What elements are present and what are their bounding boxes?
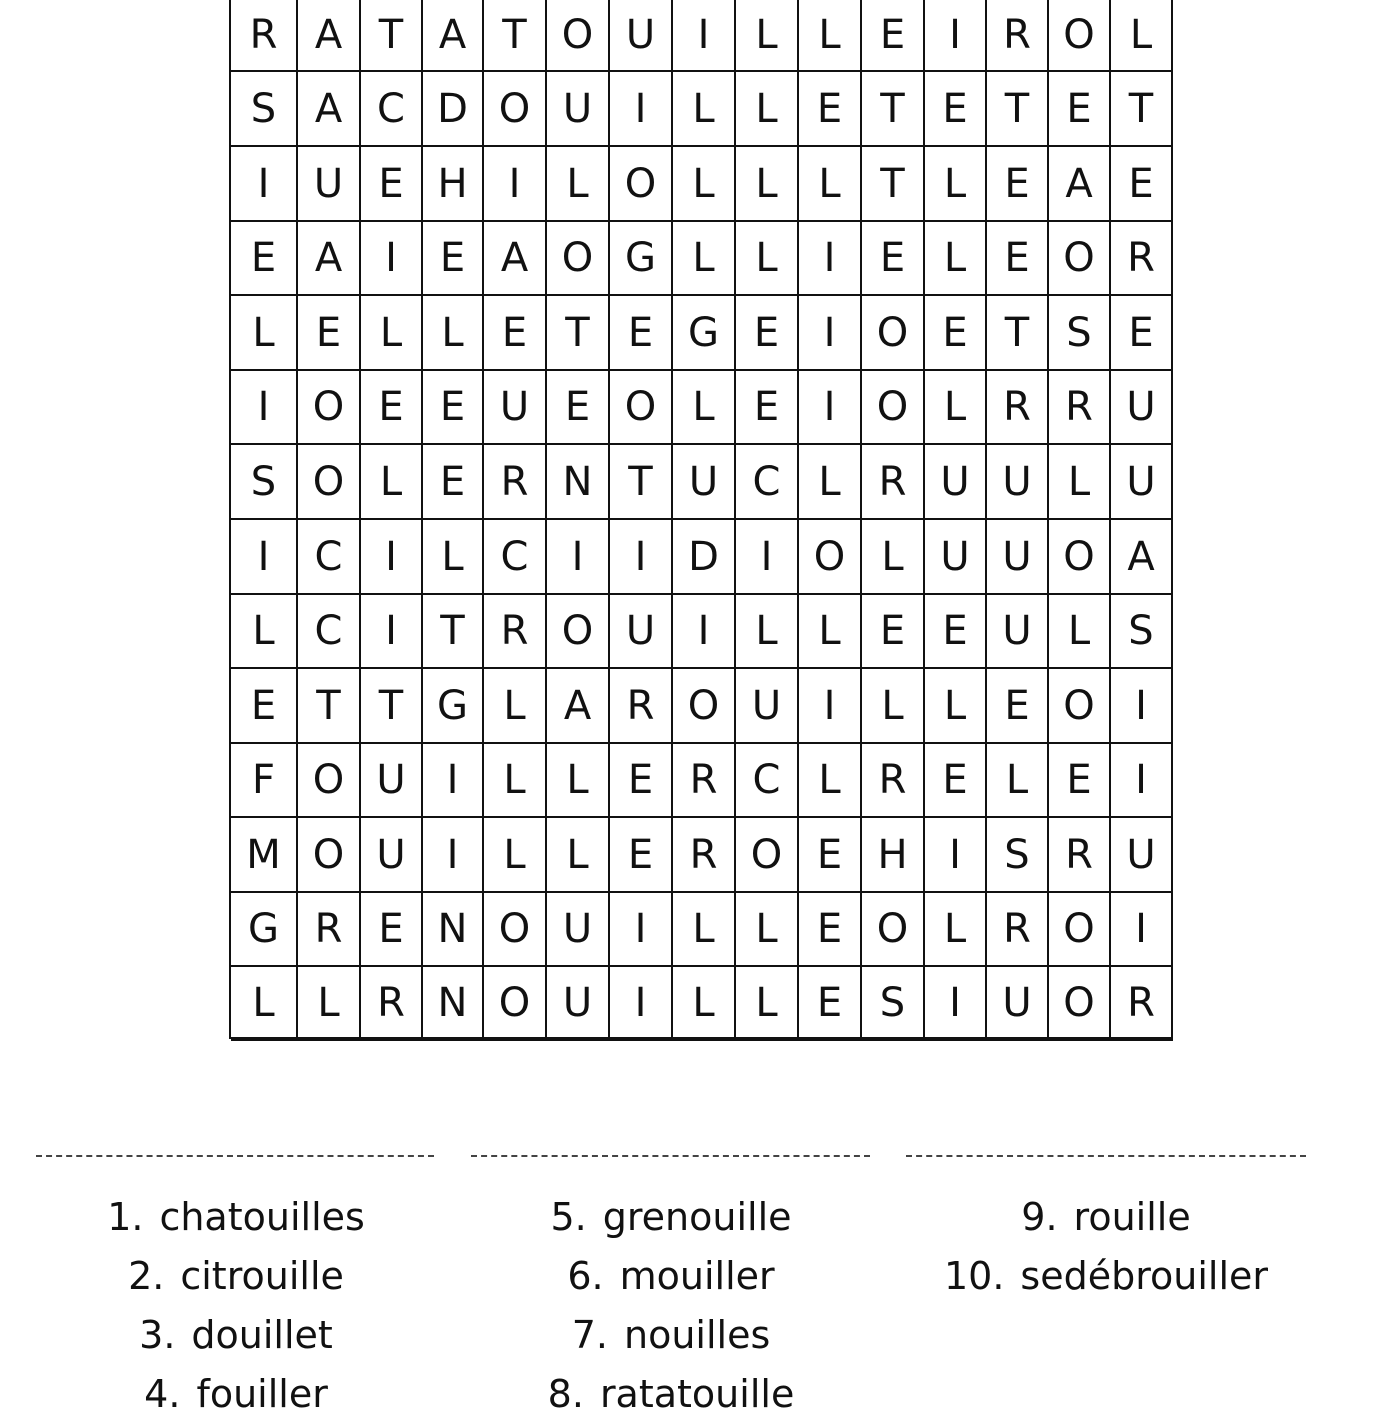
grid-cell[interactable]: T bbox=[987, 296, 1049, 371]
grid-cell[interactable]: E bbox=[423, 445, 484, 520]
grid-cell[interactable]: O bbox=[862, 893, 925, 967]
grid-cell[interactable]: S bbox=[231, 72, 298, 147]
grid-cell[interactable]: U bbox=[298, 147, 361, 222]
grid-cell[interactable]: L bbox=[736, 595, 799, 669]
word-text: citrouille bbox=[180, 1254, 344, 1298]
grid-cell[interactable]: U bbox=[736, 669, 799, 744]
grid-cell[interactable]: R bbox=[862, 445, 925, 520]
word-list-item bbox=[461, 1306, 881, 1365]
grid-cell[interactable]: O bbox=[547, 595, 610, 669]
grid-cell[interactable]: F bbox=[231, 744, 298, 818]
word-text: ratatouille bbox=[599, 1372, 795, 1416]
grid-cell[interactable]: M bbox=[231, 818, 298, 893]
word-list-item bbox=[26, 1306, 446, 1365]
word-list-item bbox=[26, 1188, 446, 1247]
grid-cell[interactable]: U bbox=[987, 520, 1049, 595]
grid-cell[interactable]: I bbox=[1111, 893, 1173, 967]
grid-cell[interactable]: C bbox=[361, 72, 423, 147]
grid-cell[interactable]: I bbox=[799, 222, 862, 296]
grid-cell[interactable]: E bbox=[610, 744, 673, 818]
grid-cell[interactable]: I bbox=[610, 893, 673, 967]
grid-cell[interactable]: L bbox=[736, 893, 799, 967]
grid-cell[interactable]: L bbox=[298, 967, 361, 1041]
grid-cell[interactable]: T bbox=[423, 595, 484, 669]
grid-cell[interactable]: R bbox=[1111, 967, 1173, 1041]
word-number: 3. bbox=[139, 1313, 176, 1357]
grid-cell[interactable]: E bbox=[987, 147, 1049, 222]
grid-cell[interactable]: E bbox=[610, 818, 673, 893]
grid-cell[interactable]: E bbox=[547, 371, 610, 445]
grid-cell[interactable]: A bbox=[1111, 520, 1173, 595]
grid-cell[interactable]: L bbox=[231, 595, 298, 669]
grid-cell[interactable]: I bbox=[484, 147, 547, 222]
grid-cell[interactable]: R bbox=[484, 595, 547, 669]
grid-cell[interactable]: L bbox=[231, 967, 298, 1041]
word-number: 7. bbox=[571, 1313, 608, 1357]
grid-cell[interactable]: I bbox=[799, 296, 862, 371]
grid-cell[interactable]: U bbox=[1111, 818, 1173, 893]
word-number: 2. bbox=[128, 1254, 165, 1298]
grid-cell[interactable]: O bbox=[610, 371, 673, 445]
grid-cell[interactable]: L bbox=[673, 72, 736, 147]
grid-cell[interactable]: A bbox=[1049, 147, 1111, 222]
grid-cell[interactable]: R bbox=[987, 371, 1049, 445]
grid-cell[interactable]: U bbox=[547, 893, 610, 967]
grid-cell[interactable]: U bbox=[361, 744, 423, 818]
grid-cell[interactable]: E bbox=[925, 744, 987, 818]
grid-cell[interactable]: R bbox=[610, 669, 673, 744]
grid-cell[interactable]: I bbox=[925, 0, 987, 72]
grid-cell[interactable]: I bbox=[361, 222, 423, 296]
grid-cell[interactable]: E bbox=[610, 296, 673, 371]
grid-cell[interactable]: E bbox=[736, 371, 799, 445]
grid-cell[interactable]: R bbox=[1049, 818, 1111, 893]
grid-cell[interactable]: R bbox=[361, 967, 423, 1041]
grid-cell[interactable]: U bbox=[1111, 371, 1173, 445]
grid-cell[interactable]: O bbox=[862, 296, 925, 371]
word-text: nouilles bbox=[623, 1313, 771, 1357]
grid-cell[interactable]: O bbox=[1049, 520, 1111, 595]
grid-cell[interactable]: L bbox=[736, 147, 799, 222]
grid-cell[interactable]: R bbox=[1049, 371, 1111, 445]
word-list-item bbox=[896, 1188, 1316, 1247]
grid-cell[interactable]: L bbox=[231, 296, 298, 371]
grid-cell[interactable]: N bbox=[547, 445, 610, 520]
grid-cell[interactable]: L bbox=[799, 0, 862, 72]
grid-cell[interactable]: G bbox=[610, 222, 673, 296]
grid-cell[interactable]: E bbox=[799, 967, 862, 1041]
grid-cell[interactable]: L bbox=[736, 72, 799, 147]
grid-cell[interactable]: I bbox=[1111, 669, 1173, 744]
word-number: 4. bbox=[144, 1372, 181, 1416]
grid-cell[interactable]: E bbox=[925, 72, 987, 147]
grid-cell[interactable]: I bbox=[423, 818, 484, 893]
grid-cell[interactable]: R bbox=[484, 445, 547, 520]
word-text: sedébrouiller bbox=[1020, 1254, 1269, 1298]
grid-cell[interactable]: H bbox=[862, 818, 925, 893]
word-text: mouiller bbox=[619, 1254, 775, 1298]
grid-cell[interactable]: C bbox=[298, 520, 361, 595]
word-list-column-3 bbox=[896, 1188, 1316, 1306]
grid-cell[interactable]: L bbox=[799, 595, 862, 669]
word-text: grenouille bbox=[602, 1195, 792, 1239]
grid-cell[interactable]: I bbox=[799, 669, 862, 744]
grid-cell[interactable]: R bbox=[231, 0, 298, 72]
word-list-column-2 bbox=[461, 1188, 881, 1424]
grid-cell[interactable]: A bbox=[298, 72, 361, 147]
word-search-grid bbox=[229, 0, 1171, 1039]
grid-cell[interactable]: E bbox=[799, 893, 862, 967]
grid-cell[interactable]: C bbox=[736, 744, 799, 818]
grid-cell[interactable]: C bbox=[736, 445, 799, 520]
grid-cell[interactable]: S bbox=[862, 967, 925, 1041]
grid-cell[interactable]: L bbox=[925, 147, 987, 222]
word-number: 10. bbox=[943, 1254, 1005, 1298]
word-number: 9. bbox=[1021, 1195, 1058, 1239]
grid-cell[interactable]: I bbox=[610, 72, 673, 147]
grid-cell[interactable]: T bbox=[361, 669, 423, 744]
word-list-item bbox=[461, 1365, 881, 1424]
grid-cell[interactable]: T bbox=[862, 72, 925, 147]
grid-cell[interactable]: L bbox=[547, 744, 610, 818]
grid-cell[interactable]: T bbox=[1111, 72, 1173, 147]
grid-cell[interactable]: O bbox=[484, 967, 547, 1041]
grid-cell[interactable]: L bbox=[799, 147, 862, 222]
grid-cell[interactable]: E bbox=[862, 0, 925, 72]
grid-cell[interactable]: O bbox=[1049, 893, 1111, 967]
grid-cell[interactable]: T bbox=[361, 0, 423, 72]
word-list-item bbox=[896, 1247, 1316, 1306]
grid-cell[interactable]: L bbox=[423, 520, 484, 595]
grid-cell[interactable]: I bbox=[673, 595, 736, 669]
grid-cell[interactable]: R bbox=[987, 893, 1049, 967]
word-list-item bbox=[26, 1247, 446, 1306]
grid-cell[interactable]: E bbox=[862, 595, 925, 669]
grid-cell[interactable]: L bbox=[361, 296, 423, 371]
grid-cell[interactable]: S bbox=[1049, 296, 1111, 371]
grid-cell[interactable]: R bbox=[862, 744, 925, 818]
grid-cell[interactable]: I bbox=[799, 371, 862, 445]
grid-cell[interactable]: E bbox=[298, 296, 361, 371]
grid-cell[interactable]: L bbox=[673, 147, 736, 222]
grid-cell[interactable]: E bbox=[361, 371, 423, 445]
grid-cell[interactable]: L bbox=[736, 967, 799, 1041]
grid-cell[interactable]: G bbox=[673, 296, 736, 371]
divider-1 bbox=[36, 1155, 434, 1157]
grid-cell[interactable]: O bbox=[736, 818, 799, 893]
grid-cell[interactable]: O bbox=[298, 371, 361, 445]
word-text: douillet bbox=[191, 1313, 333, 1357]
grid-cell[interactable]: O bbox=[610, 147, 673, 222]
grid-cell[interactable]: A bbox=[298, 0, 361, 72]
grid-cell[interactable]: L bbox=[423, 296, 484, 371]
grid-cell[interactable]: C bbox=[484, 520, 547, 595]
grid-cell[interactable]: G bbox=[231, 893, 298, 967]
grid-cell[interactable]: O bbox=[673, 669, 736, 744]
grid-cell[interactable]: I bbox=[673, 0, 736, 72]
grid-cell[interactable]: E bbox=[231, 222, 298, 296]
grid-cell[interactable]: A bbox=[423, 0, 484, 72]
word-number: 1. bbox=[107, 1195, 144, 1239]
grid-cell[interactable]: O bbox=[298, 818, 361, 893]
grid-cell[interactable]: I bbox=[925, 967, 987, 1041]
grid-cell[interactable]: U bbox=[610, 595, 673, 669]
grid-cell[interactable]: N bbox=[423, 893, 484, 967]
grid-cell[interactable]: L bbox=[1049, 595, 1111, 669]
grid-cell[interactable]: E bbox=[1049, 744, 1111, 818]
word-text: fouiller bbox=[196, 1372, 328, 1416]
grid-cell[interactable]: R bbox=[987, 0, 1049, 72]
grid-cell[interactable]: I bbox=[1111, 744, 1173, 818]
grid-cell[interactable]: L bbox=[799, 445, 862, 520]
grid-cell[interactable]: T bbox=[298, 669, 361, 744]
grid-cell[interactable]: L bbox=[547, 147, 610, 222]
word-text: rouille bbox=[1073, 1195, 1191, 1239]
grid-cell[interactable]: O bbox=[1049, 967, 1111, 1041]
grid-cell[interactable]: E bbox=[987, 222, 1049, 296]
word-list-column-1 bbox=[26, 1188, 446, 1424]
grid-cell[interactable]: L bbox=[673, 371, 736, 445]
grid-cell[interactable]: L bbox=[673, 222, 736, 296]
word-number: 8. bbox=[547, 1372, 584, 1416]
grid-cell[interactable]: I bbox=[925, 818, 987, 893]
grid-cell[interactable]: L bbox=[547, 818, 610, 893]
grid-cell[interactable]: T bbox=[987, 72, 1049, 147]
grid-cell[interactable]: U bbox=[925, 445, 987, 520]
grid-cell[interactable]: O bbox=[298, 744, 361, 818]
grid-cell[interactable]: D bbox=[673, 520, 736, 595]
grid-cell[interactable]: U bbox=[484, 371, 547, 445]
grid-cell[interactable]: C bbox=[298, 595, 361, 669]
grid-cell[interactable]: O bbox=[1049, 222, 1111, 296]
grid-cell[interactable]: L bbox=[862, 669, 925, 744]
grid-cell[interactable]: I bbox=[610, 967, 673, 1041]
grid-cell[interactable]: E bbox=[361, 893, 423, 967]
grid-cell[interactable]: A bbox=[547, 669, 610, 744]
word-number: 6. bbox=[567, 1254, 604, 1298]
grid-cell[interactable]: L bbox=[1049, 445, 1111, 520]
grid-cell[interactable]: L bbox=[925, 669, 987, 744]
grid-cell[interactable]: E bbox=[987, 669, 1049, 744]
grid-cell[interactable]: O bbox=[298, 445, 361, 520]
grid-cell[interactable]: R bbox=[673, 818, 736, 893]
grid-cell[interactable]: O bbox=[547, 0, 610, 72]
grid-cell[interactable]: L bbox=[925, 222, 987, 296]
grid-cell[interactable]: U bbox=[547, 967, 610, 1041]
grid-cell[interactable]: L bbox=[925, 371, 987, 445]
grid-cell[interactable]: L bbox=[799, 744, 862, 818]
grid-cell[interactable]: A bbox=[298, 222, 361, 296]
grid-cell[interactable]: L bbox=[1111, 0, 1173, 72]
word-text: chatouilles bbox=[159, 1195, 365, 1239]
grid-cell[interactable]: A bbox=[484, 222, 547, 296]
grid-cell[interactable]: D bbox=[423, 72, 484, 147]
grid-cell[interactable]: E bbox=[1049, 72, 1111, 147]
grid-cell[interactable]: U bbox=[987, 595, 1049, 669]
grid-cell[interactable]: S bbox=[987, 818, 1049, 893]
grid-cell[interactable]: L bbox=[484, 669, 547, 744]
grid-cell[interactable]: I bbox=[736, 520, 799, 595]
grid-cell[interactable]: I bbox=[231, 147, 298, 222]
grid-cell[interactable]: T bbox=[610, 445, 673, 520]
word-list-item bbox=[26, 1365, 446, 1424]
grid-cell[interactable]: O bbox=[547, 222, 610, 296]
grid-cell[interactable]: E bbox=[423, 371, 484, 445]
word-number: 5. bbox=[550, 1195, 587, 1239]
grid-cell[interactable]: E bbox=[423, 222, 484, 296]
divider-3 bbox=[906, 1155, 1306, 1157]
grid-cell[interactable]: E bbox=[361, 147, 423, 222]
grid-cell[interactable]: R bbox=[1111, 222, 1173, 296]
grid-cell[interactable]: O bbox=[799, 520, 862, 595]
grid-cell[interactable]: L bbox=[361, 445, 423, 520]
grid-cell[interactable]: O bbox=[862, 371, 925, 445]
word-list-item bbox=[461, 1247, 881, 1306]
grid-cell[interactable]: E bbox=[736, 296, 799, 371]
grid-cell[interactable]: R bbox=[673, 744, 736, 818]
grid-cell[interactable]: U bbox=[361, 818, 423, 893]
grid-cell[interactable]: U bbox=[1111, 445, 1173, 520]
grid-cell[interactable]: E bbox=[799, 72, 862, 147]
grid-cell[interactable]: O bbox=[484, 72, 547, 147]
grid-cell[interactable]: I bbox=[231, 520, 298, 595]
grid-cell[interactable]: T bbox=[484, 0, 547, 72]
grid-cell[interactable]: E bbox=[862, 222, 925, 296]
grid-cell[interactable]: I bbox=[361, 595, 423, 669]
grid-cell[interactable]: S bbox=[231, 445, 298, 520]
grid-cell[interactable]: O bbox=[1049, 0, 1111, 72]
grid-cell[interactable]: L bbox=[736, 0, 799, 72]
grid-cell[interactable]: I bbox=[423, 744, 484, 818]
grid-cell[interactable]: O bbox=[1049, 669, 1111, 744]
grid-cell[interactable]: S bbox=[1111, 595, 1173, 669]
grid-cell[interactable]: L bbox=[862, 520, 925, 595]
grid-cell[interactable]: L bbox=[673, 967, 736, 1041]
grid-cell[interactable]: I bbox=[361, 520, 423, 595]
grid-cell[interactable]: U bbox=[610, 0, 673, 72]
grid-cell[interactable]: U bbox=[987, 967, 1049, 1041]
grid-cell[interactable]: E bbox=[925, 595, 987, 669]
grid-cell[interactable]: L bbox=[736, 222, 799, 296]
grid-cell[interactable]: E bbox=[1111, 147, 1173, 222]
grid-cell[interactable]: I bbox=[231, 371, 298, 445]
grid-cell[interactable]: E bbox=[1111, 296, 1173, 371]
grid-cell[interactable]: E bbox=[799, 818, 862, 893]
divider-2 bbox=[471, 1155, 870, 1157]
grid-cell[interactable]: L bbox=[987, 744, 1049, 818]
word-list-item bbox=[461, 1188, 881, 1247]
grid-cell[interactable]: O bbox=[484, 893, 547, 967]
grid-cell[interactable]: I bbox=[547, 520, 610, 595]
grid-cell[interactable]: H bbox=[423, 147, 484, 222]
grid-cell[interactable]: T bbox=[547, 296, 610, 371]
grid-cell[interactable]: L bbox=[484, 744, 547, 818]
grid-cell[interactable]: L bbox=[484, 818, 547, 893]
grid-cell[interactable]: U bbox=[673, 445, 736, 520]
grid-cell[interactable]: E bbox=[231, 669, 298, 744]
grid-cell[interactable]: G bbox=[423, 669, 484, 744]
grid-cell[interactable]: E bbox=[484, 296, 547, 371]
grid-cell[interactable]: I bbox=[610, 520, 673, 595]
grid-cell[interactable]: T bbox=[862, 147, 925, 222]
grid-cell[interactable]: U bbox=[925, 520, 987, 595]
grid-cell[interactable]: N bbox=[423, 967, 484, 1041]
grid-cell[interactable]: L bbox=[673, 893, 736, 967]
grid-cell[interactable]: E bbox=[925, 296, 987, 371]
grid-cell[interactable]: U bbox=[547, 72, 610, 147]
grid-cell[interactable]: R bbox=[298, 893, 361, 967]
grid-cell[interactable]: L bbox=[925, 893, 987, 967]
grid-cell[interactable]: U bbox=[987, 445, 1049, 520]
